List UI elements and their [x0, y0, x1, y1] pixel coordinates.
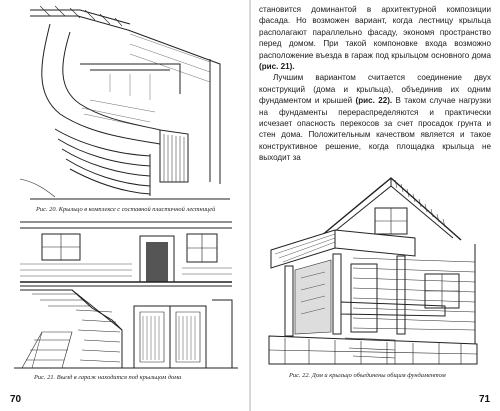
figure-22-house-illustration — [265, 168, 487, 368]
figure-20-caption: Рис. 20. Крыльцо в комплексе с составной пластичной лестницей — [36, 206, 216, 213]
figure-22-reference: (рис. 22). — [355, 96, 393, 106]
figure-21-garage-illustration — [12, 220, 240, 370]
figure-21-caption: Рис. 21. Въезд в гараж находится под крыльцом дома — [34, 374, 182, 381]
figure-22-caption: Рис. 22. Дом и крыльцо объединены общим фундаментом — [289, 372, 446, 379]
page-number-right: 71 — [479, 394, 491, 405]
left-page — [0, 0, 249, 411]
right-page — [251, 0, 500, 411]
body-text — [259, 4, 491, 164]
paragraph-1: становится доминантой в архитектурной композиции фасада. Но возможен вариант, когда лестницу крыльца располагают параллельно фасаду, экономя пространство перед домом. При такой компоновке входа возможно расположение въезда в гараж под крыльцом основного дома (рис. 21). — [259, 5, 491, 72]
figure-21-reference: (рис. 21). — [259, 62, 295, 72]
page-number-left: 70 — [10, 394, 22, 405]
figure-20-staircase-illustration — [10, 4, 242, 204]
paragraph-2: Лучшим вариантом считается соединение двух конструкций (дома и крыльца), объединив их одним фундаментом и крышей (рис. 22). В таком случае нагрузки на фундаменты перераспределяются и практически исчезает опасность перекосов за счет просадок грунта и стен дома. Положительным качеством является и такое конструктивное решение, когда площадка крыльца не выходит за — [259, 73, 492, 163]
